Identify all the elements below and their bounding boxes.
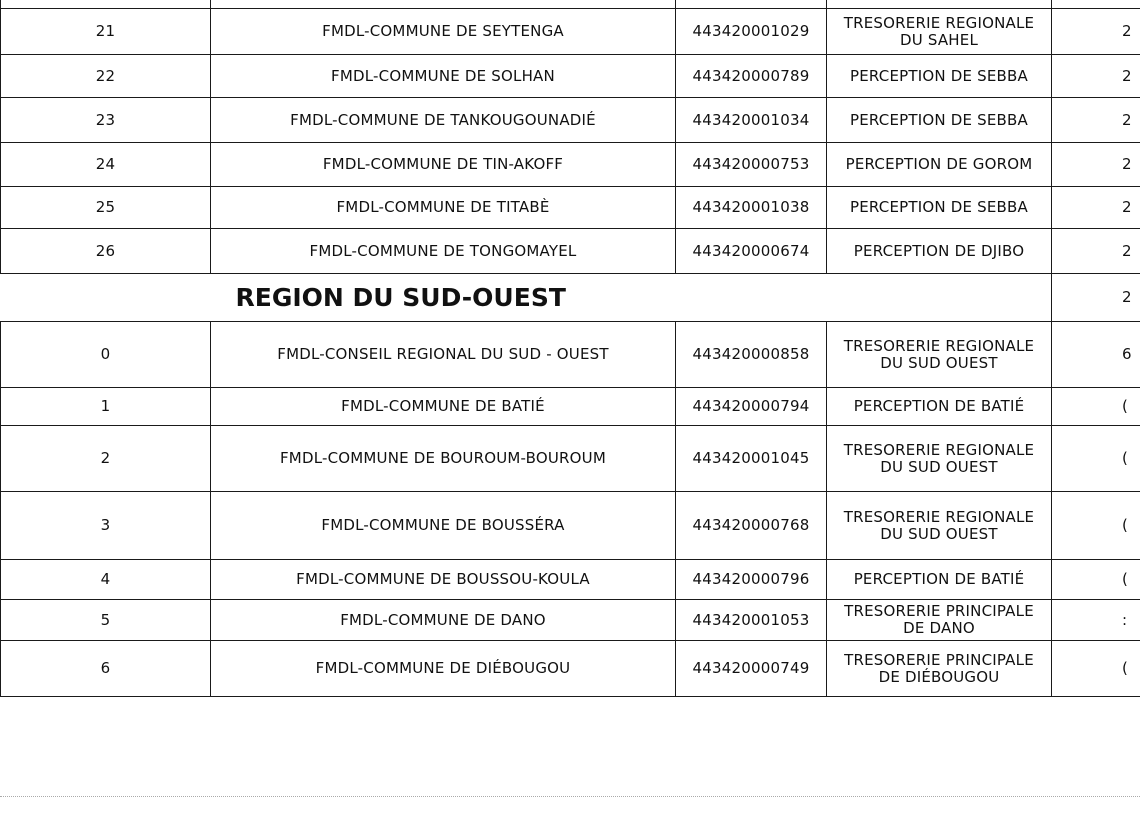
table-row xyxy=(1,600,1140,641)
treasury-name: TRESORERIE PRINCIPALE DE DIÉBOUGOU xyxy=(827,641,1052,697)
table-row xyxy=(1,55,1140,98)
commune-name: FMDL-CONSEIL REGIONAL DU SUD - OUEST xyxy=(211,322,676,388)
table-row xyxy=(1,560,1140,600)
row-number: 22 xyxy=(1,55,211,98)
table-row xyxy=(1,388,1140,426)
commune-name: FMDL-COMMUNE DE TIN-AKOFF xyxy=(211,143,676,187)
region-amount: 2 xyxy=(1052,274,1140,322)
table-row xyxy=(1,187,1140,229)
commune-name: FMDL-COMMUNE DE BOUSSOU-KOULA xyxy=(211,560,676,600)
commune-name: FMDL-COMMUNE DE DANO xyxy=(211,600,676,641)
row-number: 2 xyxy=(1,426,211,492)
amount-cell: ( xyxy=(1052,641,1140,697)
treasury-name: TRESORERIE REGIONALE DU SUD OUEST xyxy=(827,492,1052,560)
row-number: 23 xyxy=(1,98,211,143)
account-number: 443420000749 xyxy=(676,641,827,697)
commune-name: FMDL-COMMUNE DE BOUROUM-BOUROUM xyxy=(211,426,676,492)
amount-cell: : xyxy=(1052,600,1140,641)
amount-cell: ( xyxy=(1052,560,1140,600)
treasury-name: TRESORERIE REGIONALE DU SUD OUEST xyxy=(827,322,1052,388)
treasury-name: PERCEPTION DE SEBBA xyxy=(827,55,1052,98)
account-number: 443420000768 xyxy=(676,492,827,560)
treasury-name: PERCEPTION DE BATIÉ xyxy=(827,560,1052,600)
page-edge xyxy=(0,796,1140,798)
region-header-row xyxy=(1,274,1140,322)
region-title: REGION DU SUD-OUEST xyxy=(1,274,1052,322)
row-number: 6 xyxy=(1,641,211,697)
table-row xyxy=(1,322,1140,388)
account-number: 443420001045 xyxy=(676,426,827,492)
table-row xyxy=(1,143,1140,187)
amount-cell: ( xyxy=(1052,492,1140,560)
account-number: 443420001034 xyxy=(676,98,827,143)
amount-cell: ( xyxy=(1052,426,1140,492)
account-number: 443420000858 xyxy=(676,322,827,388)
treasury-name: TRESORERIE REGIONALE DU SAHEL xyxy=(827,9,1052,55)
commune-name: FMDL-COMMUNE DE BOUSSÉRA xyxy=(211,492,676,560)
amount-cell: 2 xyxy=(1052,143,1140,187)
table-row xyxy=(1,9,1140,55)
table-row xyxy=(1,229,1140,274)
row-number: 21 xyxy=(1,9,211,55)
table-row-cut xyxy=(1,0,1140,9)
treasury-name: PERCEPTION DE GOROM xyxy=(827,143,1052,187)
row-number: 0 xyxy=(1,322,211,388)
account-number: 443420000674 xyxy=(676,229,827,274)
treasury-name: TRESORERIE REGIONALE DU SUD OUEST xyxy=(827,426,1052,492)
account-number: 443420000794 xyxy=(676,388,827,426)
treasury-name: PERCEPTION DE DJIBO xyxy=(827,229,1052,274)
account-number: 443420001053 xyxy=(676,600,827,641)
commune-name: FMDL-COMMUNE DE SOLHAN xyxy=(211,55,676,98)
row-number: 5 xyxy=(1,600,211,641)
table-row xyxy=(1,98,1140,143)
commune-name: FMDL-COMMUNE DE TANKOUGOUNADIÉ xyxy=(211,98,676,143)
treasury-name: TRESORERIE PRINCIPALE DE DANO xyxy=(827,600,1052,641)
amount-cell: 2 xyxy=(1052,98,1140,143)
table-row xyxy=(1,426,1140,492)
account-number: 443420000796 xyxy=(676,560,827,600)
commune-name: FMDL-COMMUNE DE BATIÉ xyxy=(211,388,676,426)
commune-name: FMDL-COMMUNE DE TONGOMAYEL xyxy=(211,229,676,274)
table-row xyxy=(1,492,1140,560)
row-number: 24 xyxy=(1,143,211,187)
amount-cell: 2 xyxy=(1052,187,1140,229)
account-number: 443420000789 xyxy=(676,55,827,98)
amount-cell: 2 xyxy=(1052,55,1140,98)
amount-cell: 6 xyxy=(1052,322,1140,388)
amount-cell: 2 xyxy=(1052,9,1140,55)
treasury-name: PERCEPTION DE SEBBA xyxy=(827,98,1052,143)
amount-cell: 2 xyxy=(1052,229,1140,274)
row-number: 26 xyxy=(1,229,211,274)
account-number: 443420001029 xyxy=(676,9,827,55)
table-row xyxy=(1,641,1140,697)
row-number: 1 xyxy=(1,388,211,426)
treasury-name: PERCEPTION DE SEBBA xyxy=(827,187,1052,229)
amount-cell: ( xyxy=(1052,388,1140,426)
account-number: 443420000753 xyxy=(676,143,827,187)
treasury-name: PERCEPTION DE BATIÉ xyxy=(827,388,1052,426)
row-number: 4 xyxy=(1,560,211,600)
account-number: 443420001038 xyxy=(676,187,827,229)
row-number: 25 xyxy=(1,187,211,229)
commune-name: FMDL-COMMUNE DE TITABÈ xyxy=(211,187,676,229)
commune-name: FMDL-COMMUNE DE DIÉBOUGOU xyxy=(211,641,676,697)
row-number: 3 xyxy=(1,492,211,560)
commune-name: FMDL-COMMUNE DE SEYTENGA xyxy=(211,9,676,55)
